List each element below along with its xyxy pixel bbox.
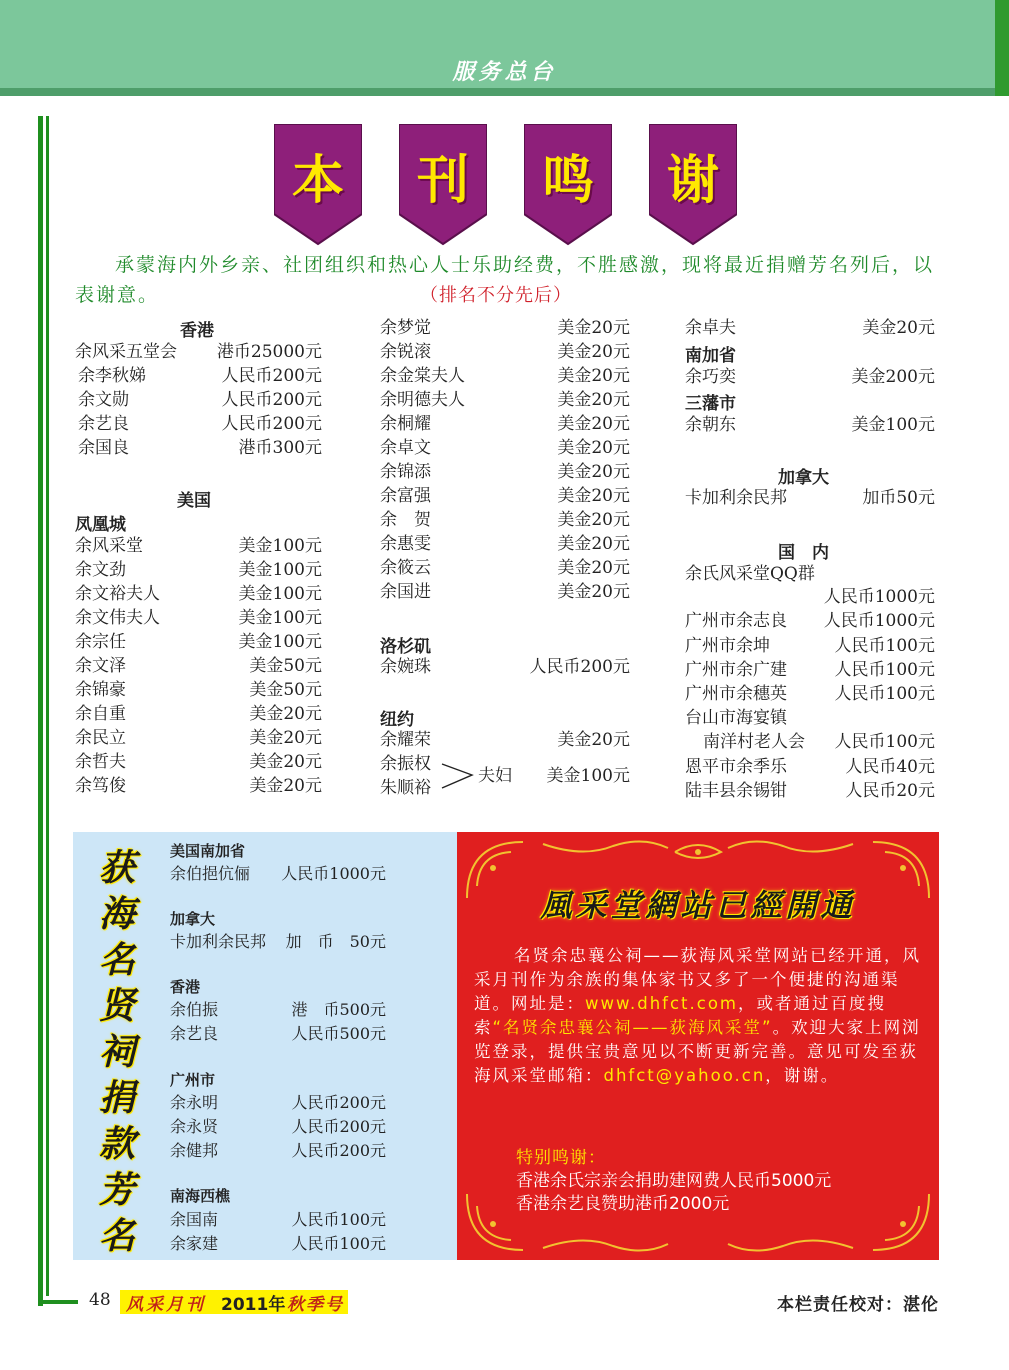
list-item: 余氏风采堂QQ群 [685, 564, 815, 584]
magazine-year: 2011年 [221, 1295, 286, 1315]
donation-group-heading: 美国南加省 [170, 842, 246, 860]
list-item: 广州市余穗英 人民币100元 [685, 684, 935, 704]
donation-group-heading: 南海西樵 [170, 1187, 231, 1205]
list-item: 余明德夫人 美金20元 [380, 390, 630, 410]
heading-canada: 加拿大 [778, 468, 829, 488]
heading-usa: 美国 [177, 491, 211, 511]
section-title: 服务总台 [452, 60, 557, 85]
donation-row: 余健邦 人民币200元 [170, 1141, 386, 1160]
list-item: 余婉珠 人民币200元 [380, 657, 630, 677]
list-item: 恩平市余季乐 人民币40元 [685, 757, 935, 777]
list-item: 卡加利余民邦 加币50元 [685, 488, 935, 508]
special-thanks-item: 香港余艺良赞助港币2000元 [516, 1194, 730, 1214]
banner-4 [649, 124, 737, 246]
list-item: 余自重 美金20元 [75, 704, 322, 724]
header-corner [995, 0, 1009, 96]
list-item: 余艺良 人民币200元 [78, 414, 322, 434]
donation-group-heading: 广州市 [170, 1071, 216, 1089]
list-item: 余锦添 美金20元 [380, 462, 630, 482]
list-item: 余卓文 美金20元 [380, 438, 630, 458]
list-item: 广州市余志良 人民币1000元 [685, 611, 935, 631]
heading-domestic: 国 内 [778, 543, 829, 563]
banner-char: 本 [291, 151, 344, 211]
donation-row: 余伯挹伉俪 人民币1000元 [170, 864, 386, 883]
list-item: 广州市余广建 人民币100元 [685, 660, 935, 680]
list-item: 余金棠夫人 美金20元 [380, 366, 630, 386]
couple-label: 夫妇 [478, 766, 512, 786]
heading-san-francisco: 三藩市 [685, 394, 736, 414]
vertical-title-char: 款 [98, 1123, 135, 1165]
couple-name-2: 朱顺裕 [380, 778, 431, 798]
list-item: 南洋村老人会 人民币100元 [703, 732, 935, 752]
list-item: 余李秋娣 人民币200元 [78, 366, 322, 386]
couple-name-1: 余振权 [380, 754, 431, 774]
special-thanks-item: 香港余氏宗亲会捐助建网费人民币5000元 [516, 1171, 832, 1191]
list-item: 余锐滚 美金20元 [380, 342, 630, 362]
list-item: 余筱云 美金20元 [380, 558, 630, 578]
list-item: 余桐耀 美金20元 [380, 414, 630, 434]
donation-row: 余国南 人民币100元 [170, 1210, 386, 1229]
page-number: 48 [89, 1290, 111, 1310]
website-body: 名贤余忠襄公祠——荻海风采堂网站已经开通，风采月刊作为余族的集体家书又多了一个便捷的沟通渠道。网址是：www.dhfct.com，或者通过百度搜索“名贤余忠襄公祠——荻海风采堂”。欢迎大家上网浏览登录，提供宝贵意见以不断更新完善。意见可发至荻海风采堂邮箱：dhfct@yahoo.cn，谢谢。 [474, 946, 921, 1085]
donation-group-heading: 香港 [170, 978, 201, 996]
donation-row: 余永贤 人民币200元 [170, 1117, 386, 1136]
heading-south-california: 南加省 [685, 346, 736, 366]
vertical-title-char: 芳 [98, 1169, 135, 1211]
list-item: 余耀荣 美金20元 [380, 730, 630, 750]
special-thanks-label: 特别鸣谢： [516, 1148, 606, 1168]
vertical-title-char: 贤 [98, 985, 135, 1027]
website-title: 風采堂網站已經開通 [540, 888, 856, 924]
list-item: 余巧奕 美金200元 [685, 367, 935, 387]
vertical-title-char: 名 [98, 1215, 135, 1257]
magazine-name: 风采月刊 [126, 1295, 206, 1315]
search-term: “名贤余忠襄公祠——荻海风采堂” [492, 1018, 773, 1037]
list-item: 余哲夫 美金20元 [75, 752, 322, 772]
intro-note: （排名不分先后） [420, 285, 572, 306]
intro-text: 承蒙海内外乡亲、社团组织和热心人士乐助经费，不胜感激，现将最近捐赠芳名列后，以表谢意。 [75, 254, 935, 306]
list-item: 余文伟夫人 美金100元 [75, 608, 322, 628]
heading-phoenix: 凤凰城 [75, 515, 126, 535]
vertical-title-char: 捐 [98, 1077, 135, 1119]
heading-los-angeles: 洛杉矶 [380, 637, 431, 657]
banner-char: 鸣 [541, 151, 594, 211]
donation-row: 余艺良 人民币500元 [170, 1024, 386, 1043]
donation-row: 余家建 人民币100元 [170, 1234, 386, 1253]
list-item: 余惠雯 美金20元 [380, 534, 630, 554]
vertical-title-char: 海 [98, 893, 135, 935]
couple-amount: 美金100元 [546, 766, 630, 786]
list-item: 余卓夫 美金20元 [685, 318, 935, 338]
list-item: 余 贺 美金20元 [380, 510, 630, 530]
banner-char: 谢 [666, 151, 719, 211]
list-item: 余风采五堂会 港币25000元 [75, 342, 322, 362]
list-item: 余梦觉 美金20元 [380, 318, 630, 338]
donation-row: 余伯振 港 币500元 [170, 1000, 386, 1019]
vertical-title-char: 名 [98, 939, 135, 981]
donation-row: 余永明 人民币200元 [170, 1093, 386, 1112]
list-item: 人民币1000元 [823, 587, 935, 607]
banner-1 [274, 124, 362, 246]
list-item: 余锦豪 美金50元 [75, 680, 322, 700]
frame-line-inner [46, 116, 49, 1296]
heading-new-york: 纽约 [380, 710, 414, 730]
list-item: 陆丰县余锡钳 人民币20元 [685, 781, 935, 801]
list-item: 余宗任 美金100元 [75, 632, 322, 652]
banner-2 [399, 124, 487, 246]
list-item: 广州市余坤 人民币100元 [685, 636, 935, 656]
proofreader-credit: 本栏责任校对：湛伦 [777, 1295, 939, 1315]
donation-row: 卡加利余民邦 加 币 50元 [170, 932, 386, 951]
list-item: 余民立 美金20元 [75, 728, 322, 748]
banner-char: 刊 [416, 151, 469, 211]
banner-3 [524, 124, 612, 246]
donation-group-heading: 加拿大 [170, 910, 216, 928]
magazine-season: 秋季号 [287, 1295, 344, 1315]
frame-line-bottom [38, 1300, 78, 1304]
vertical-title-char: 祠 [98, 1031, 135, 1073]
bracket-icon [440, 762, 474, 790]
list-item: 余国进 美金20元 [380, 582, 630, 602]
list-item: 余富强 美金20元 [380, 486, 630, 506]
list-item: 余文裕夫人 美金100元 [75, 584, 322, 604]
list-item: 台山市海宴镇 [685, 708, 787, 728]
list-item: 余文泽 美金50元 [75, 656, 322, 676]
list-item: 余笃俊 美金20元 [75, 776, 322, 796]
frame-line-outer [38, 116, 43, 1306]
list-item: 余文勋 人民币200元 [78, 390, 322, 410]
vertical-title-char: 获 [98, 847, 135, 889]
email-link[interactable]: dhfct@yahoo.cn [603, 1066, 766, 1085]
list-item: 余文劲 美金100元 [75, 560, 322, 580]
list-item: 余国良 港币300元 [78, 438, 322, 458]
header-rule [0, 88, 1009, 96]
website-url[interactable]: www.dhfct.com [585, 994, 738, 1013]
list-item: 余风采堂 美金100元 [75, 536, 322, 556]
list-item: 余朝东 美金100元 [685, 415, 935, 435]
heading-hongkong: 香港 [180, 321, 214, 341]
